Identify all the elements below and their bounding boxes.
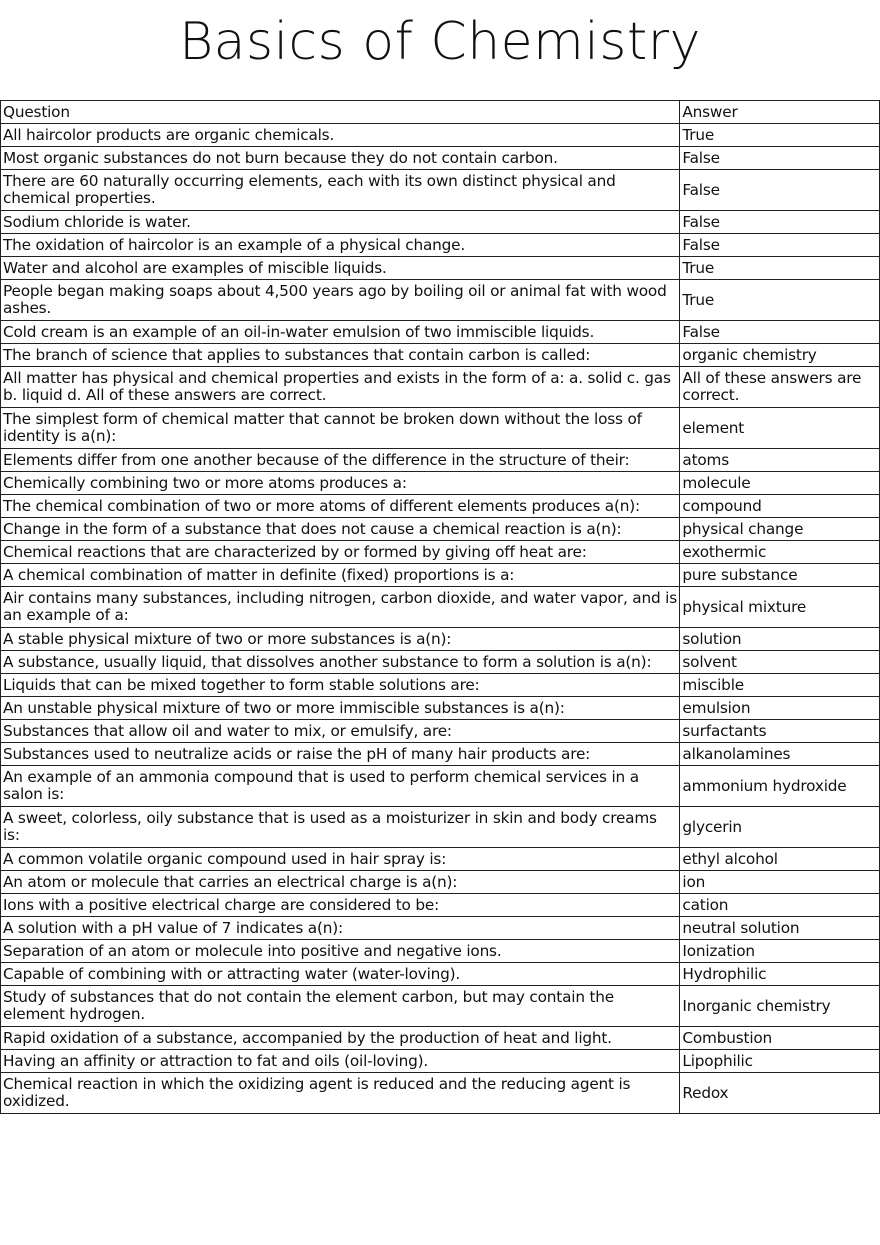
question-cell: Substances that allow oil and water to mix, or emulsify, are: [1, 720, 680, 743]
question-cell: An atom or molecule that carries an electrical charge is a(n): [1, 871, 680, 894]
question-cell: All matter has physical and chemical properties and exists in the form of a: a. solid c. gas b. liquid d. All of these answers are correct. [1, 367, 680, 408]
table-row [1, 321, 880, 344]
table-row [1, 1050, 880, 1073]
answer-cell: surfactants [680, 720, 880, 743]
table-row [1, 170, 880, 211]
answer-cell: physical mixture [680, 587, 880, 628]
table-row [1, 147, 880, 170]
question-cell: Study of substances that do not contain the element carbon, but may contain the element hydrogen. [1, 986, 680, 1027]
question-cell: Substances used to neutralize acids or raise the pH of many hair products are: [1, 743, 680, 766]
answer-cell: False [680, 321, 880, 344]
table-row [1, 472, 880, 495]
table-row [1, 564, 880, 587]
question-cell: A common volatile organic compound used in hair spray is: [1, 848, 680, 871]
answer-cell: atoms [680, 449, 880, 472]
table-row [1, 917, 880, 940]
page-title: Basics of Chemistry [179, 12, 701, 72]
question-cell: Chemical reaction in which the oxidizing agent is reduced and the reducing agent is oxidized. [1, 1073, 680, 1114]
question-cell: The oxidation of haircolor is an example of a physical change. [1, 234, 680, 257]
table-row [1, 541, 880, 564]
answer-cell: miscible [680, 674, 880, 697]
table-row [1, 674, 880, 697]
question-cell: A stable physical mixture of two or more substances is a(n): [1, 628, 680, 651]
answer-cell: Hydrophilic [680, 963, 880, 986]
question-cell: Cold cream is an example of an oil-in-water emulsion of two immiscible liquids. [1, 321, 680, 344]
answer-cell: Redox [680, 1073, 880, 1114]
table-row [1, 766, 880, 807]
table-header-row [1, 101, 880, 124]
table-row [1, 518, 880, 541]
table-row [1, 894, 880, 917]
table-row [1, 408, 880, 449]
table-row [1, 807, 880, 848]
table-row [1, 124, 880, 147]
table-row [1, 495, 880, 518]
question-cell: Water and alcohol are examples of miscible liquids. [1, 257, 680, 280]
table-row [1, 697, 880, 720]
answer-cell: pure substance [680, 564, 880, 587]
question-cell: Sodium chloride is water. [1, 211, 680, 234]
answer-cell: Ionization [680, 940, 880, 963]
table-row [1, 344, 880, 367]
table-row [1, 986, 880, 1027]
table-row [1, 1073, 880, 1114]
answer-cell: solution [680, 628, 880, 651]
question-cell: Chemical reactions that are characterized by or formed by giving off heat are: [1, 541, 680, 564]
question-cell: All haircolor products are organic chemicals. [1, 124, 680, 147]
table-row [1, 940, 880, 963]
answer-cell: physical change [680, 518, 880, 541]
answer-cell: All of these answers are correct. [680, 367, 880, 408]
answer-cell: cation [680, 894, 880, 917]
table-row [1, 234, 880, 257]
table-row [1, 628, 880, 651]
answer-cell: ammonium hydroxide [680, 766, 880, 807]
answer-cell: organic chemistry [680, 344, 880, 367]
answer-cell: ethyl alcohol [680, 848, 880, 871]
column-header-question: Question [1, 101, 680, 124]
table-row [1, 257, 880, 280]
answer-cell: solvent [680, 651, 880, 674]
question-cell: A substance, usually liquid, that dissolves another substance to form a solution is a(n): [1, 651, 680, 674]
table-row [1, 720, 880, 743]
answer-cell: alkanolamines [680, 743, 880, 766]
question-cell: A sweet, colorless, oily substance that is used as a moisturizer in skin and body creams is: [1, 807, 680, 848]
question-cell: There are 60 naturally occurring elements, each with its own distinct physical and chemical properties. [1, 170, 680, 211]
answer-cell: exothermic [680, 541, 880, 564]
qa-table [0, 100, 880, 1114]
answer-cell: False [680, 234, 880, 257]
table-row [1, 743, 880, 766]
answer-cell: True [680, 124, 880, 147]
answer-cell: glycerin [680, 807, 880, 848]
question-cell: An unstable physical mixture of two or more immiscible substances is a(n): [1, 697, 680, 720]
table-row [1, 449, 880, 472]
question-cell: Rapid oxidation of a substance, accompanied by the production of heat and light. [1, 1027, 680, 1050]
question-cell: Ions with a positive electrical charge are considered to be: [1, 894, 680, 917]
answer-cell: element [680, 408, 880, 449]
answer-cell: Lipophilic [680, 1050, 880, 1073]
table-row [1, 280, 880, 321]
table-row [1, 367, 880, 408]
question-cell: Change in the form of a substance that does not cause a chemical reaction is a(n): [1, 518, 680, 541]
question-cell: Liquids that can be mixed together to form stable solutions are: [1, 674, 680, 697]
answer-cell: emulsion [680, 697, 880, 720]
answer-cell: Inorganic chemistry [680, 986, 880, 1027]
question-cell: An example of an ammonia compound that is used to perform chemical services in a salon is: [1, 766, 680, 807]
answer-cell: neutral solution [680, 917, 880, 940]
answer-cell: False [680, 211, 880, 234]
table-row [1, 211, 880, 234]
question-cell: The branch of science that applies to substances that contain carbon is called: [1, 344, 680, 367]
question-cell: A solution with a pH value of 7 indicates a(n): [1, 917, 680, 940]
question-cell: Chemically combining two or more atoms produces a: [1, 472, 680, 495]
question-cell: Separation of an atom or molecule into positive and negative ions. [1, 940, 680, 963]
question-cell: The simplest form of chemical matter that cannot be broken down without the loss of identity is a(n): [1, 408, 680, 449]
table-row [1, 651, 880, 674]
table-row [1, 587, 880, 628]
question-cell: Having an affinity or attraction to fat and oils (oil-loving). [1, 1050, 680, 1073]
question-cell: Air contains many substances, including nitrogen, carbon dioxide, and water vapor, and is an example of a: [1, 587, 680, 628]
table-row [1, 963, 880, 986]
question-cell: The chemical combination of two or more atoms of different elements produces a(n): [1, 495, 680, 518]
answer-cell: ion [680, 871, 880, 894]
question-cell: People began making soaps about 4,500 years ago by boiling oil or animal fat with wood ashes. [1, 280, 680, 321]
question-cell: A chemical combination of matter in definite (fixed) proportions is a: [1, 564, 680, 587]
question-cell: Capable of combining with or attracting water (water-loving). [1, 963, 680, 986]
table-row [1, 871, 880, 894]
answer-cell: molecule [680, 472, 880, 495]
table-row [1, 848, 880, 871]
question-cell: Elements differ from one another because of the difference in the structure of their: [1, 449, 680, 472]
answer-cell: Combustion [680, 1027, 880, 1050]
answer-cell: compound [680, 495, 880, 518]
answer-cell: True [680, 280, 880, 321]
table-row [1, 1027, 880, 1050]
answer-cell: False [680, 170, 880, 211]
answer-cell: True [680, 257, 880, 280]
answer-cell: False [680, 147, 880, 170]
column-header-answer: Answer [680, 101, 880, 124]
question-cell: Most organic substances do not burn because they do not contain carbon. [1, 147, 680, 170]
